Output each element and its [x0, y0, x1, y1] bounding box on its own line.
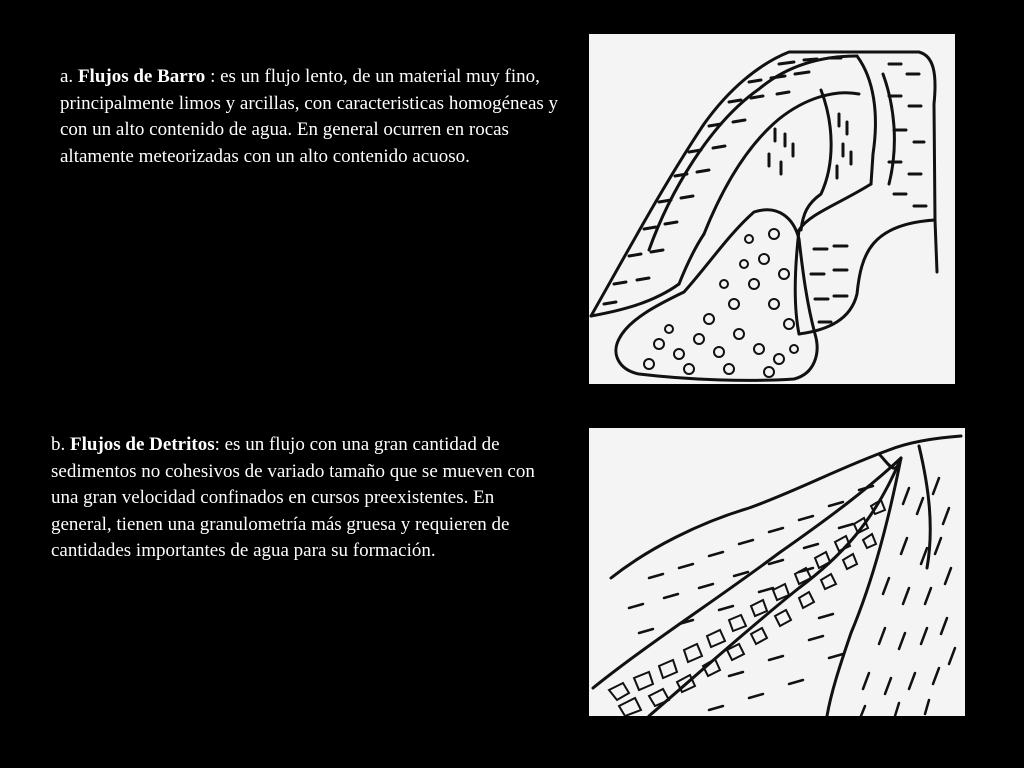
debris-flow-description: : es un flujo con una gran cantidad de sedimentos no cohesivos de variado tamaño que se mueven con una gran velocidad confinados en cursos preexistentes. En general, tienen una granulometría más gruesa y requieren de cantidades importantes de agua para su formación.: [51, 434, 535, 561]
debris-flow-term: Flujos de Detritos: [70, 434, 215, 455]
mudflow-slope-sketch-icon: [589, 34, 955, 384]
mudflow-term: Flujos de Barro: [77, 66, 206, 87]
mudflow-description: : es un flujo lento, de un material muy fino, principalmente limos y arcillas, con caracteristicas homogéneas y con un alto contenido de agua. En general ocurren en rocas altamente meteorizadas con un alto contenido acuoso.: [60, 66, 559, 167]
debris-flow-figure: [589, 428, 965, 716]
debris-flow-paragraph: [51, 432, 556, 565]
mudflow-prefix: a.: [60, 66, 78, 87]
debris-flow-channel-sketch-icon: [589, 428, 965, 716]
mudflow-paragraph: [60, 64, 560, 170]
mudflow-figure: [589, 34, 955, 384]
debris-flow-prefix: b.: [51, 434, 70, 455]
